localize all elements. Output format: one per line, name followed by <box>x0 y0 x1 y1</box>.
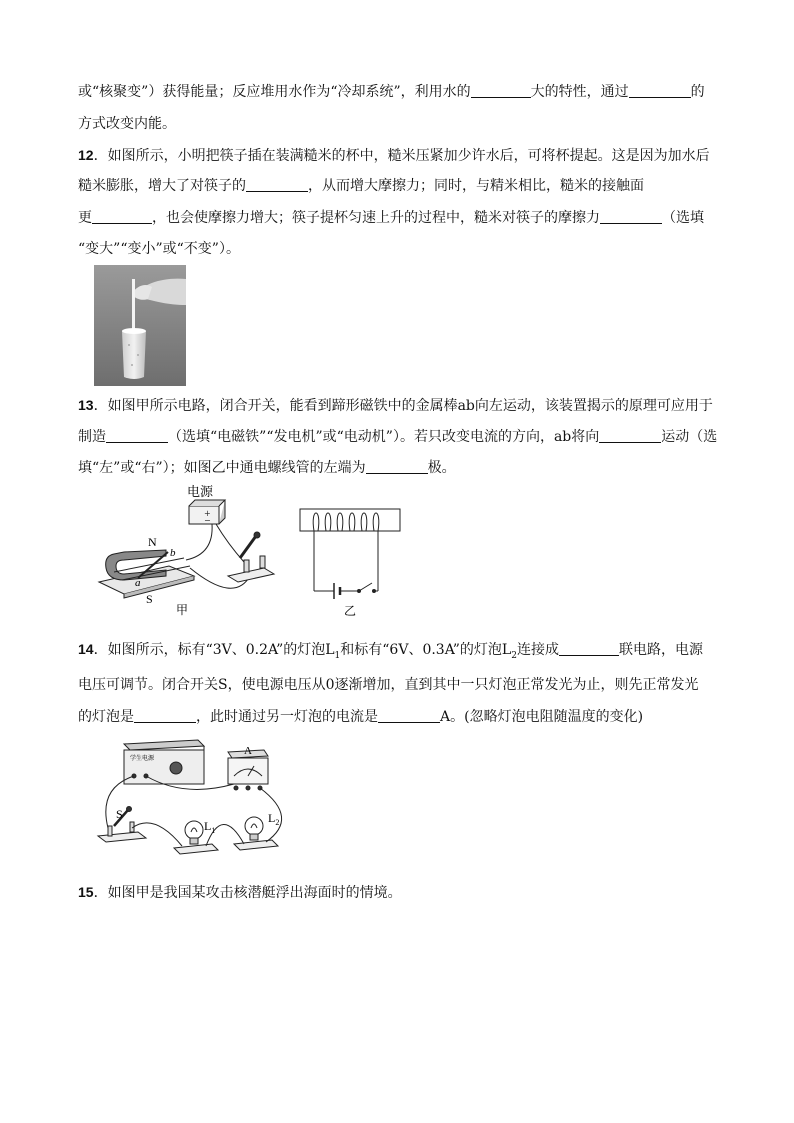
lamp-l2-label: $L_2$ <box>268 811 280 827</box>
motor-principle-figure <box>94 484 284 620</box>
ammeter-label: A <box>244 745 252 757</box>
supply-label: 学生电源 <box>130 756 155 762</box>
answer-blank <box>92 209 152 224</box>
answer-blank <box>471 83 531 98</box>
switch <box>228 568 274 582</box>
q13-line-3: 填“左”或“右”）；如图乙中通电螺线管的左端为 极。 <box>78 460 456 476</box>
q12-line-2: 糙米膨胀，增大了对筷子的 ，从而增大摩擦力；同时，与精米相比，糙米的接触面 <box>78 178 644 194</box>
answer-blank <box>106 428 168 443</box>
question-number: 13 <box>78 397 94 413</box>
horseshoe-magnet <box>106 550 166 580</box>
switch-s <box>98 832 146 842</box>
q14-line-3: 的灯泡是 ，此时通过另一灯泡的电流是 A。(忽略灯泡电阻随温度的变化) <box>78 709 644 725</box>
q15-line-1: 15．如图甲是我国某攻击核潜艇浮出海面时的情境。 <box>78 884 402 901</box>
question-number: 12 <box>78 147 94 163</box>
answer-blank <box>559 641 619 656</box>
power-label: 电源 <box>187 484 214 499</box>
q12-line-1: 12．如图所示，小明把筷子插在装满糙米的杯中，糙米压紧加少许水后，可将杯提起。这是因为加水后 <box>78 147 710 164</box>
lamp-l2-bulb <box>245 817 263 835</box>
answer-blank <box>134 708 196 723</box>
figure-yi-label: 乙 <box>344 604 357 618</box>
svg-text:+: + <box>204 509 211 518</box>
lamp-l1-label: $L_1$ <box>204 819 216 835</box>
answer-blank <box>366 459 428 474</box>
q12-line-4: “变大”“变小”或“不变”）。 <box>78 241 240 257</box>
q12-line-3: 更 ，也会使摩擦力增大；筷子提杯匀速上升的过程中，糙米对筷子的摩擦力 （选填 <box>78 210 704 226</box>
lamp-l2-base <box>234 840 278 850</box>
lamp-l1-bulb <box>185 821 203 839</box>
n-pole-label: N <box>148 535 157 549</box>
answer-blank <box>378 708 440 723</box>
q14-line-2: 电压可调节。闭合开关S，使电源电压从0逐渐增加，直到其中一只灯泡正常发光为止，则先正常发光 <box>78 677 699 693</box>
s-pole-label: S <box>146 592 153 606</box>
answer-blank <box>599 428 661 443</box>
rod-end-a: a <box>135 577 141 589</box>
answer-blank <box>600 209 662 224</box>
q13-line-2: 制造 （选填“电磁铁”“发电机”或“电动机”）。若只改变电流的方向，ab将向 运动（选 <box>78 429 718 445</box>
power-knob <box>170 762 182 774</box>
series-circuit-figure <box>94 738 304 862</box>
q11-line-2: 方式改变内能。 <box>78 116 176 132</box>
answer-blank <box>246 177 308 192</box>
question-number: 14 <box>78 641 94 657</box>
rod-end-b: b <box>170 547 176 559</box>
switch-s-label: S <box>116 807 123 821</box>
figure-jia-label: 甲 <box>176 603 189 617</box>
answer-blank <box>629 83 691 98</box>
question-number: 15 <box>78 884 94 900</box>
q13-line-1: 13．如图甲所示电路，闭合开关，能看到蹄形磁铁中的金属棒ab向左运动，该装置揭示的原理可应用于 <box>78 397 713 414</box>
svg-text:−: − <box>204 516 211 525</box>
q14-line-1: 14．如图所示，标有“3V、0.2A”的灯泡$L_1$和标有“6V、0.3A”的灯泡$L_2$连接成 联电路，电源 <box>78 641 703 661</box>
q11-line-1: 或“核聚变”）获得能量；反应堆用水作为“冷却系统”，利用水的 大的特性，通过 的 <box>78 84 705 100</box>
ammeter <box>228 758 268 784</box>
chopstick-cup-photo <box>94 265 186 386</box>
switch-lever <box>359 583 372 591</box>
lamp-l1-base <box>174 844 218 854</box>
solenoid-figure <box>298 503 408 619</box>
